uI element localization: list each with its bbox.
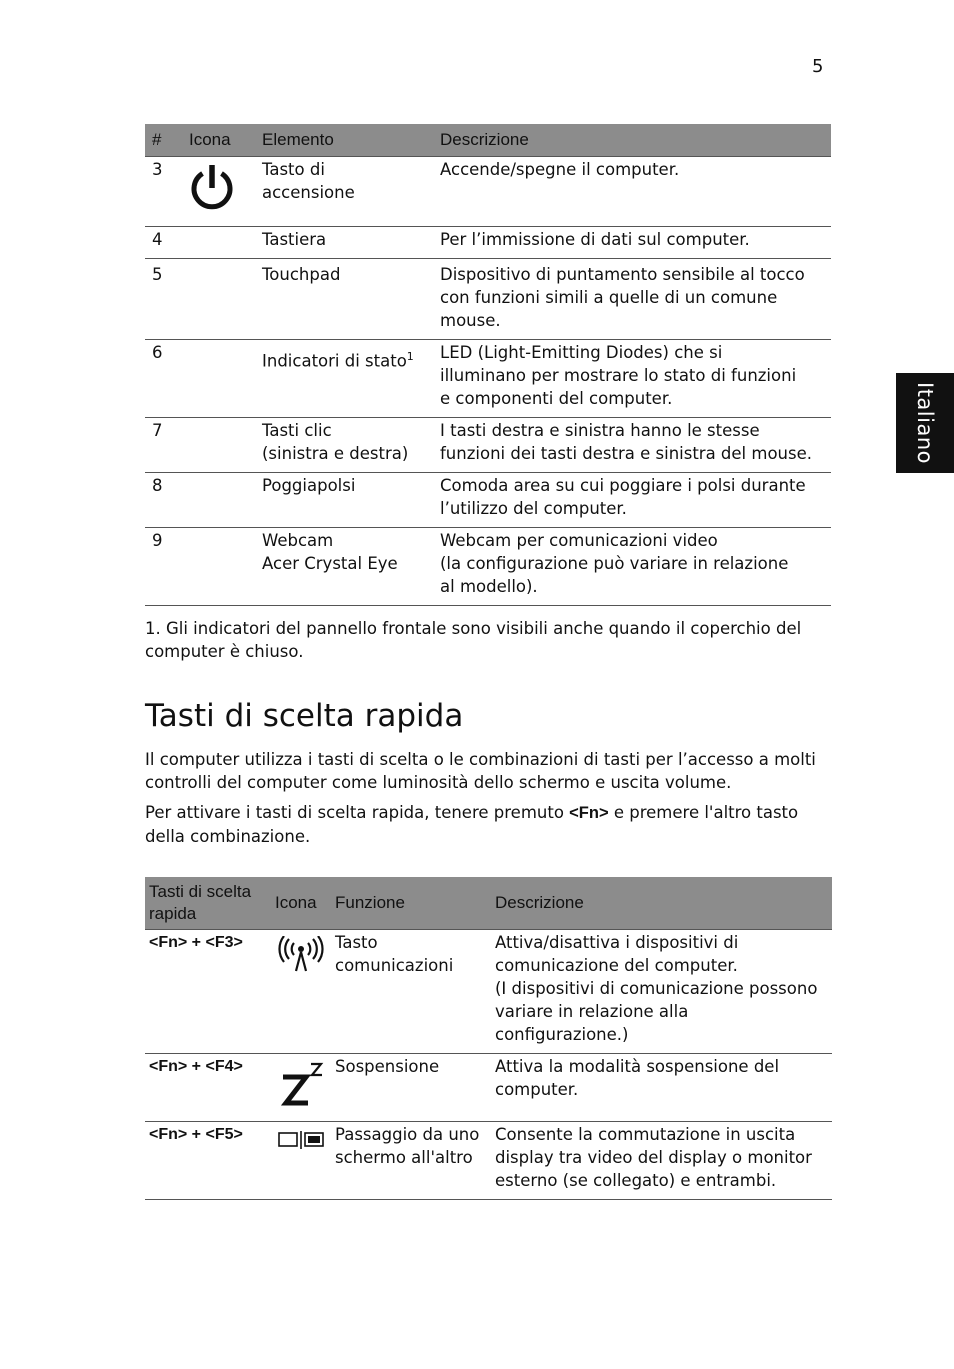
- row-description: Webcam per comunicazioni video (la configurazione può variare in relazione al modello).: [436, 528, 831, 606]
- row-icon-cell: [271, 930, 331, 1054]
- row-icon-cell: [185, 340, 258, 418]
- row-number: 9: [145, 528, 185, 606]
- row-description: Accende/spegne il computer.: [436, 157, 831, 227]
- sleep-zz-icon: [278, 1060, 324, 1108]
- table-header-row: [145, 124, 831, 157]
- row-element: Indicatori di stato$^1$: [258, 340, 436, 418]
- hotkey-combo: <Fn> + <F4>: [145, 1054, 271, 1122]
- table-row: [145, 1054, 832, 1122]
- display-switch-icon: [277, 1130, 325, 1150]
- row-element: Tastiera: [258, 227, 436, 259]
- row-function: Sospensione: [331, 1054, 491, 1122]
- header-icon: Icona: [185, 124, 258, 157]
- table-row: [145, 418, 831, 473]
- fn-key-label: <Fn>: [569, 804, 609, 822]
- table-row: [145, 528, 831, 606]
- row-number: 3: [145, 157, 185, 227]
- table-row: [145, 473, 831, 528]
- row-icon-cell: [185, 157, 258, 227]
- header-description: Descrizione: [436, 124, 831, 157]
- row-element: Touchpad: [258, 259, 436, 340]
- row-description: Attiva/disattiva i dispositivi di comunicazione del computer. (I dispositivi di comunicazione possono variare in relazione alla configurazione.): [491, 930, 832, 1054]
- row-element: Webcam Acer Crystal Eye: [258, 528, 436, 606]
- row-function: Passaggio da uno schermo all'altro: [331, 1122, 491, 1200]
- header-icon: Icona: [271, 877, 331, 930]
- hotkeys-table: [145, 877, 832, 1200]
- hotkey-combo: <Fn> + <F5>: [145, 1122, 271, 1200]
- row-number: 8: [145, 473, 185, 528]
- language-tab-label: Italiano: [913, 382, 937, 464]
- table-header-row: [145, 877, 832, 930]
- row-number: 5: [145, 259, 185, 340]
- row-function: Tasto comunicazioni: [331, 930, 491, 1054]
- header-hotkey: Tasti di scelta rapida: [145, 877, 271, 930]
- table-row: [145, 259, 831, 340]
- wireless-communication-icon: [277, 936, 325, 974]
- row-icon-cell: [271, 1122, 331, 1200]
- activation-paragraph: Per attivare i tasti di scelta rapida, tenere premuto <Fn> e premere l'altro tasto della combinazione.: [145, 803, 799, 846]
- hotkey-combo: <Fn> + <F3>: [145, 930, 271, 1054]
- table-row: [145, 157, 831, 227]
- row-description: Attiva la modalità sospensione del computer.: [491, 1054, 832, 1122]
- row-description: Per l’immissione di dati sul computer.: [436, 227, 831, 259]
- header-element: Elemento: [258, 124, 436, 157]
- row-description: Comoda area su cui poggiare i polsi durante l’utilizzo del computer.: [436, 473, 831, 528]
- row-element: Poggiapolsi: [258, 473, 436, 528]
- table-row: [145, 340, 831, 418]
- power-icon: [187, 163, 237, 213]
- intro-paragraph: Il computer utilizza i tasti di scelta o le combinazioni di tasti per l’accesso a molti controlli del computer come luminosità dello schermo e uscita volume.: [145, 750, 816, 792]
- header-function: Funzione: [331, 877, 491, 930]
- row-description: Dispositivo di puntamento sensibile al tocco con funzioni simili a quelle di un comune mouse.: [436, 259, 831, 340]
- row-description: LED (Light-Emitting Diodes) che si illuminano per mostrare lo stato di funzioni e componenti del computer.: [436, 340, 831, 418]
- footnote-marker: 1: [406, 350, 414, 363]
- row-element: Tasti clic (sinistra e destra): [258, 418, 436, 473]
- row-icon-cell: [185, 528, 258, 606]
- row-number: 4: [145, 227, 185, 259]
- row-number: 7: [145, 418, 185, 473]
- table-row: [145, 227, 831, 259]
- section-title: Tasti di scelta rapida: [145, 698, 464, 734]
- row-icon-cell: [185, 259, 258, 340]
- row-description: I tasti destra e sinistra hanno le stesse funzioni dei tasti destra e sinistra del mouse.: [436, 418, 831, 473]
- row-number: 6: [145, 340, 185, 418]
- row-icon-cell: [271, 1054, 331, 1122]
- row-description: Consente la commutazione in uscita display tra video del display o monitor esterno (se collegato) e entrambi.: [491, 1122, 832, 1200]
- page-number: 5: [812, 56, 824, 77]
- table-row: [145, 930, 832, 1054]
- row-icon-cell: [185, 418, 258, 473]
- table-row: [145, 1122, 832, 1200]
- header-description: Descrizione: [491, 877, 832, 930]
- components-table: [145, 124, 831, 606]
- language-tab: [896, 373, 954, 473]
- header-number: #: [145, 124, 185, 157]
- row-element: Tasto di accensione: [258, 157, 436, 227]
- footnote: 1. Gli indicatori del pannello frontale sono visibili anche quando il coperchio del computer è chiuso.: [145, 619, 802, 661]
- row-icon-cell: [185, 227, 258, 259]
- row-icon-cell: [185, 473, 258, 528]
